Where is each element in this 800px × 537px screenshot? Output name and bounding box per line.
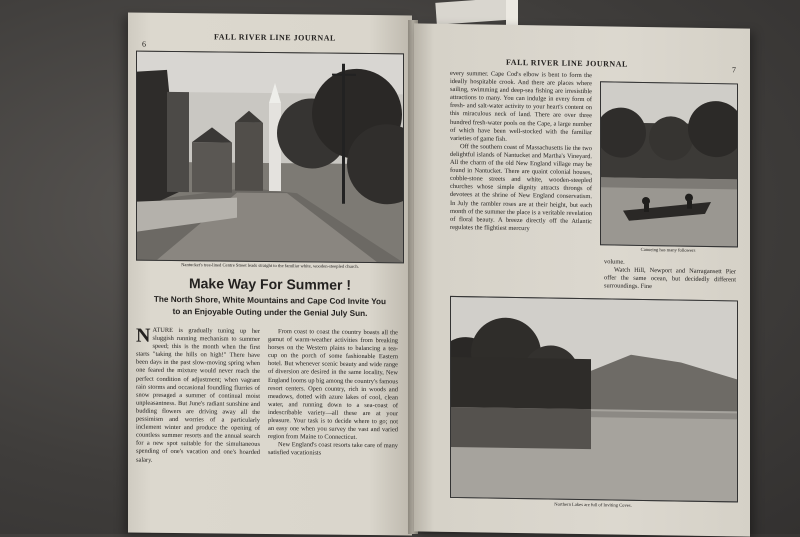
drop-cap: N (136, 324, 151, 347)
canoe-photo-caption: Canoeing has many followers (640, 246, 696, 253)
article-column-2 (268, 328, 398, 535)
street-photo-caption: Nantucket's tree-lined Centre Street leads straight to the familiar white, wooden-steepled church. (181, 262, 359, 269)
running-header-right: FALL RIVER LINE JOURNAL (506, 57, 628, 69)
article-text: volume. (604, 258, 625, 266)
page-tab (435, 0, 516, 25)
lake-photo-image (451, 297, 737, 501)
canoe-photo-image (601, 82, 737, 246)
page-number-right: 7 (732, 65, 736, 75)
article-text: Off the southern coast of Massachusetts lie the two delightful islands of Nantucket and Martha's Vineyard. All the charm of the old New England village may be found in Nantucket. There are quaint colonial houses, cobble-stone streets and white, wooden-steepled churches whose simple dignity attracts throngs of devotees at the shrine of New England conservatism. In July the rambler roses are at their height, but each month of the summer the place is a veritable revelation of floral beauty. A breeze directly off the Atlantic regulates the flightiest mercury (450, 142, 592, 232)
article-column-1 (136, 324, 260, 534)
lake-photo-caption: Northern Lakes are full of Inviting Coves. (554, 501, 632, 508)
article-subheadline: to an Enjoyable Outing under the Genial July Sun. (172, 306, 368, 319)
article-text: From coast to coast the country boasts all the gamut of warm-weather activities from breaking horses on the Western plains to balancing a tea-cup on the porch of some fashionable Eastern hotel. But whenever scenic beauty and wide range of diversion are desired in the same locality, New England looms up big among the country's famous resort centers. Open country, rich in woods and meadows, dotted with azure lakes of cool, clean water, and running down to a sea-coast of indescribable variety—all these are at your pleasure. Your task is to decide where to go; not an easy one when you survey the vast and varied region from Maine to Connecticut. (268, 328, 398, 442)
street-photo-image (137, 52, 403, 263)
article-column-4 (604, 258, 736, 292)
right-page (414, 23, 750, 536)
article-text: New England's coast resorts take care of many satisfied vacationists (268, 441, 398, 457)
article-column-3 (450, 70, 592, 302)
article-text: every summer. Cape Cod's elbow is bent to form the ideally hospitable crook. And there are places where sailing, swimming and deep-sea fishing are irresistible attractions to many. You can indulge in every form of fresh- and salt-water activity to your heart's content on this miraculous neck of land. There are over three hundred fresh-water pools on the Cape, a large number of which have been well-stocked with the familiar varieties of game fish. (450, 69, 592, 143)
street-photo (136, 51, 404, 264)
page-tab (506, 0, 518, 26)
running-header-left: FALL RIVER LINE JOURNAL (214, 32, 336, 43)
lake-photo (450, 296, 738, 503)
article-headline: Make Way For Summer ! (188, 275, 352, 293)
article-text: ATURE is gradually tuning up her sluggish running mechanism to summer speed; this is the month when the first starts "taking the hills on high!" There have been days in the past slow-moving spring when one feared the mixture would never reach the perfect condition of adjustment; when vagrant rain storms and occasional foundling flurries of snow presaged a summer of continual moist unpleasantness. But June's radiant sunshine and budding flowers are driving away all the pessimism and worries of a particularly inclement winter and produce the opening of countless summer resorts and the annual search for a new spot suitable for the simultaneous spending of one's vacation and one's hoarded salary. (136, 326, 260, 464)
canoe-photo (600, 81, 738, 247)
article-text: Watch Hill, Newport and Narragansett Pier offer the same ocean, but decidedly different surroundings. Fine (604, 266, 736, 291)
page-number-left: 6 (142, 39, 146, 49)
left-page (128, 13, 412, 536)
article-subheadline: The North Shore, White Mountains and Cape Cod Invite You (153, 294, 387, 307)
